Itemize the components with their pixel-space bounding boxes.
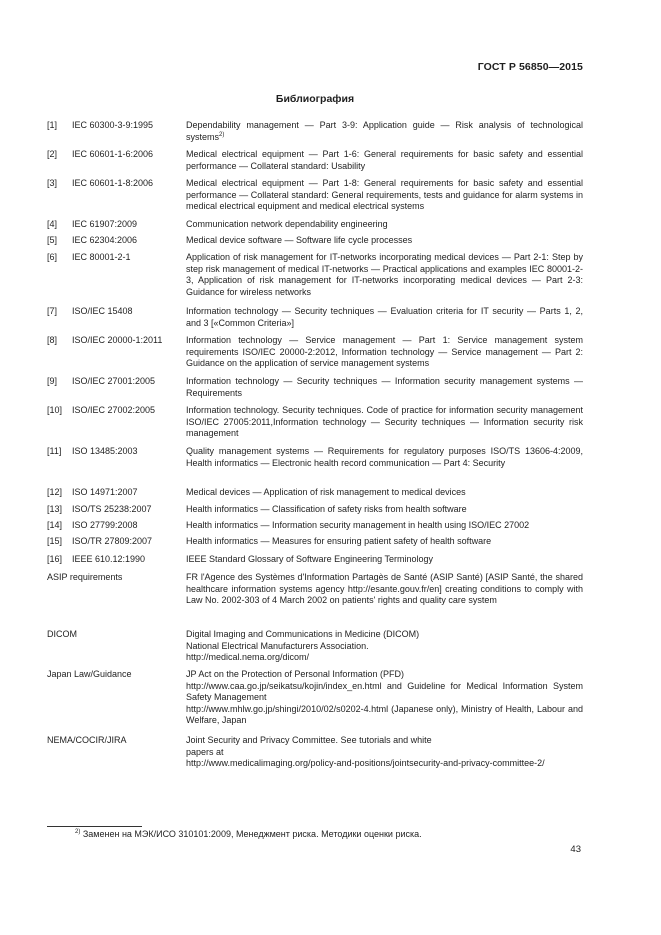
footnote-ref: 2) [219,131,225,138]
bibliography-entry [47,178,583,213]
entry-code: ISO/IEC 27001:2005 [72,376,156,386]
entry-number: [2] [47,149,58,159]
entry-code: ISO/TR 27809:2007 [72,536,153,546]
bibliography-entry [47,572,583,607]
entry-number: [6] [47,252,58,262]
bibliography-entry [47,520,583,532]
entry-description: IEEE Standard Glossary of Software Engineering Terminology [186,554,433,564]
entry-number: [15] [47,536,63,546]
bibliography-entry [47,219,583,231]
bibliography-entry [47,487,583,499]
entry-code: ISO/IEC 20000-1:2011 [72,335,163,345]
document-header: ГОСТ Р 56850—2015 [477,61,583,73]
entry-code: ISO 13485:2003 [72,446,138,456]
footnote [75,829,422,839]
entry-code: IEC 60601-1-6:2006 [72,149,154,159]
entry-code: ISO 14971:2007 [72,487,138,497]
entry-code: Japan Law/Guidance [47,669,132,679]
page-title: Библиография [275,93,355,105]
page-number: 43 [570,844,581,855]
entry-description: Application of risk management for IT-networks incorporating medical devices — Part 2-1: Step by step risk management of medical IT-networks — Practical applications and examples IEC 80001-2-3, Application of risk management for IT-networks incorporating medical devices — Part 2-3: Guidance for wireless networks [186,252,583,297]
entry-description: Information technology — Security techniques — Evaluation criteria for IT security — Parts 1, 2, and 3 [«Common Criteria»] [186,306,583,328]
entry-description: JP Act on the Protection of Personal Information (PFD) http://www.caa.go.jp/seikatsu/kojin/index_en.html and Guideline for Medical Information System Safety Management http://www.mhlw.go.jp/shingi/2010/02/s0202-4.html (Japanese only), Ministry of Health, Labour and Welfare, Japan [186,669,583,726]
bibliography-entry [47,629,583,664]
entry-number: [3] [47,178,58,188]
bibliography-entry [47,504,583,516]
entry-description: Medical electrical equipment — Part 1-6: General requirements for basic safety and essential performance — Collateral standard: Usability [186,149,583,171]
entry-code: ASIP requirements [47,572,123,582]
entry-description: Communication network dependability engineering [186,219,388,229]
entry-number: [16] [47,554,63,564]
footnote-divider [47,826,142,827]
entry-number: [7] [47,306,58,316]
entry-number: [14] [47,520,63,530]
entry-description: Information technology. Security techniques. Code of practice for information security management ISO/IEC 27005:2011,Information technology — Security techniques — Information security risk management [186,405,583,439]
entry-code: IEC 60601-1-8:2006 [72,178,154,188]
entry-description: Health informatics — Measures for ensuring patient safety of health software [186,536,492,546]
footnote-text: Заменен на МЭК/ИСО 310101:2009, Менеджмент риска. Методики оценки риска. [82,829,422,839]
footnote-mark: 2) [75,829,81,835]
bibliography-entry [47,335,583,370]
entry-description: Dependability management — Part 3-9: Application guide — Risk analysis of technological systems$^{2)}$ [186,120,583,142]
entry-number: [12] [47,487,63,497]
entry-code: IEEE 610.12:1990 [72,554,146,564]
bibliography-entry [47,149,583,172]
entry-description: Information technology — Security techniques — Information security management systems — Requirements [186,376,583,398]
entry-number: [10] [47,405,63,415]
entry-number: [9] [47,376,58,386]
entry-description: Information technology — Service management — Part 1: Service management system requirements ISO/IEC 20000-2:2012, Information technology — Service management — Part 2: Guidance on the application of service management systems [186,335,583,369]
entry-code: IEC 80001-2-1 [72,252,131,262]
entry-description: Medical device software — Software life cycle processes [186,235,413,245]
entry-code: ISO/IEC 27002:2005 [72,405,156,415]
entry-code: ISO 27799:2008 [72,520,138,530]
entry-code: ISO/IEC 15408 [72,306,133,316]
bibliography-entry [47,669,583,727]
entry-description: Medical electrical equipment — Part 1-8: General requirements for basic safety and essential performance — Collateral standard: General requirements, tests and guidance for alarm systems in medical electrical equipment and medical electrical systems [186,178,583,212]
entry-number: [13] [47,504,63,514]
bibliography-entry [47,554,583,566]
entry-number: [4] [47,219,58,229]
bibliography-entry [47,235,583,247]
entry-description: Health informatics — Information security management in health using ISO/IEC 27002 [186,520,530,530]
entry-description: Digital Imaging and Communications in Medicine (DICOM) National Electrical Manufacturers Association. http://medical.nema.org/dicom/ [186,629,420,663]
entry-code: IEC 61907:2009 [72,219,138,229]
bibliography-entry [47,405,583,440]
entry-description: Quality management systems — Requirements for regulatory purposes ISO/TS 13606-4:2009, Health informatics — Electronic health record communication — Part 4: Security [186,446,583,468]
bibliography-entry [47,252,583,298]
entry-number: [1] [47,120,58,130]
bibliography-entry [47,536,583,548]
entry-description: Health informatics — Classification of safety risks from health software [186,504,467,514]
entry-number: [5] [47,235,58,245]
entry-description: Medical devices — Application of risk management to medical devices [186,487,466,497]
entry-code: IEC 62304:2006 [72,235,138,245]
entry-code: ISO/TS 25238:2007 [72,504,152,514]
bibliography-entry [47,735,583,770]
bibliography-entry [47,306,583,329]
entry-code: DICOM [47,629,77,639]
entry-code: IEC 60300-3-9:1995 [72,120,154,130]
bibliography-entry [47,446,583,469]
entry-description: Joint Security and Privacy Committee. See tutorials and white papers at http://www.medicalimaging.org/policy-and-positions/jointsecurity-and-privacy-committee-2/ [186,735,545,769]
entry-number: [8] [47,335,58,345]
entry-number: [11] [47,446,62,456]
bibliography-entry [47,120,583,143]
bibliography-entry [47,376,583,399]
entry-description: FR l'Agence des Systèmes d'Information Partagès de Santé (ASIP Santé) [ASIP Santé, the shared healthcare information systems agency http://esante.gouv.fr/en] creating conditions to comply with Law No. 2002-303 of 4 March 2002 on patients' rights and quality care system [186,572,583,606]
entry-code: NEMA/COCIR/JIRA [47,735,127,745]
